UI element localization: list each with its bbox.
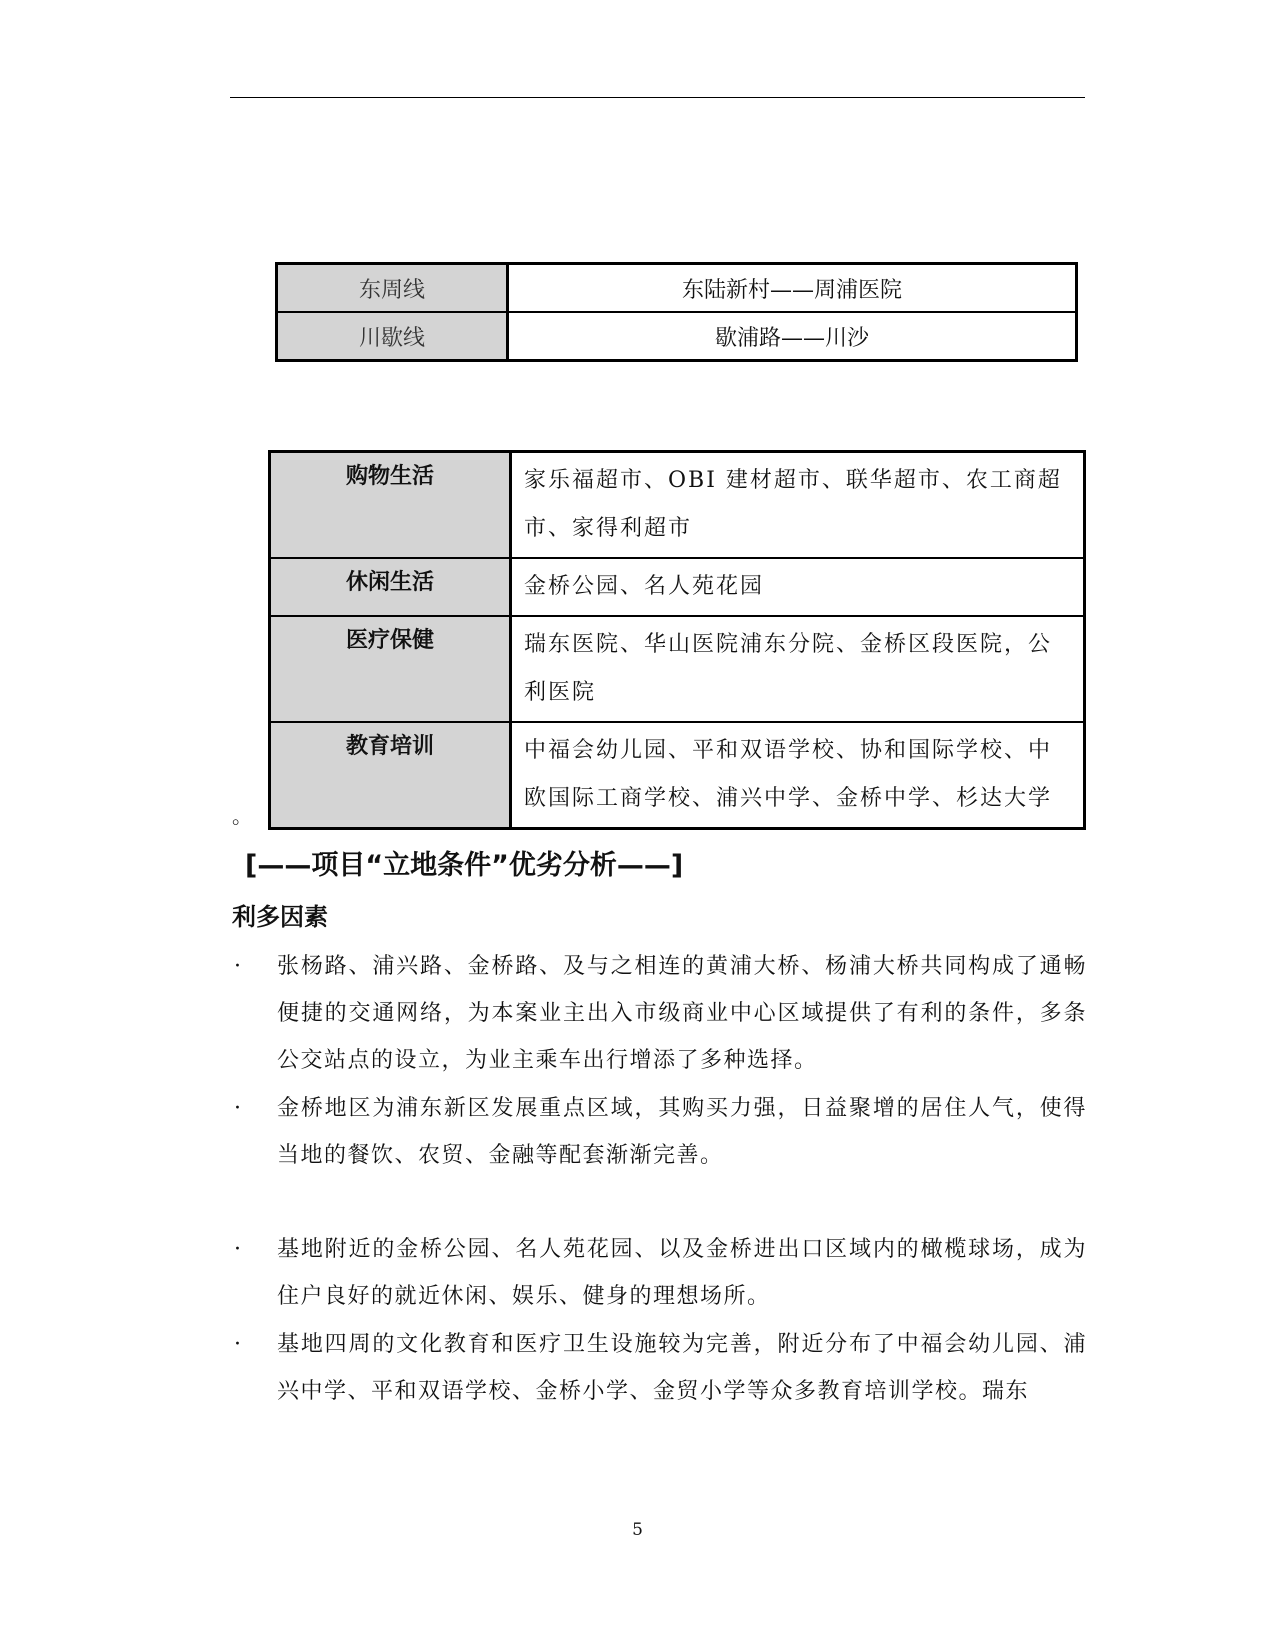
stray-mark: 。 xyxy=(232,804,252,828)
bus-line-name: 川歇线 xyxy=(277,312,507,360)
amenity-category: 教育培训 xyxy=(270,722,510,828)
bus-route-table xyxy=(275,262,1078,362)
amenity-items: 中福会幼儿园、平和双语学校、协和国际学校、中欧国际工商学校、浦兴中学、金桥中学、杉达大学 xyxy=(510,722,1084,828)
table-row xyxy=(270,616,1084,722)
list-item xyxy=(232,1085,1087,1179)
amenity-items: 家乐福超市、OBI 建材超市、联华超市、农工商超市、家得利超市 xyxy=(510,452,1084,558)
page-number: 5 xyxy=(632,1520,643,1540)
bus-line-route: 歇浦路——川沙 xyxy=(507,312,1076,360)
bullet-icon: · xyxy=(234,954,243,979)
table-row xyxy=(277,264,1076,312)
bullet-icon: · xyxy=(234,1332,243,1357)
table-row xyxy=(270,722,1084,828)
bullet-icon: · xyxy=(234,1237,243,1262)
amenity-items: 金桥公园、名人苑花园 xyxy=(510,558,1084,616)
table-row xyxy=(270,558,1084,616)
section-title: [——项目“立地条件”优劣分析——] xyxy=(245,850,684,881)
list-item-text: 基地四周的文化教育和医疗卫生设施较为完善，附近分布了中福会幼儿园、浦兴中学、平和双语学校、金桥小学、金贸小学等众多教育培训学校。瑞东 xyxy=(277,1332,1087,1404)
amenity-category: 购物生活 xyxy=(270,452,510,558)
bus-line-name: 东周线 xyxy=(277,264,507,312)
list-item-text: 张杨路、浦兴路、金桥路、及与之相连的黄浦大桥、杨浦大桥共同构成了通畅便捷的交通网络，为本案业主出入市级商业中心区域提供了有利的条件，多条公交站点的设立，为业主乘车出行增添了多种选择。 xyxy=(277,954,1087,1073)
list-item xyxy=(232,1321,1087,1415)
header-rule xyxy=(230,97,1085,98)
bus-line-route: 东陆新村——周浦医院 xyxy=(507,264,1076,312)
list-item-text: 基地附近的金桥公园、名人苑花园、以及金桥进出口区域内的橄榄球场，成为住户良好的就近休闲、娱乐、健身的理想场所。 xyxy=(277,1237,1087,1309)
subsection-title: 利多因素 xyxy=(232,903,328,931)
amenity-items: 瑞东医院、华山医院浦东分院、金桥区段医院，公利医院 xyxy=(510,616,1084,722)
table-row xyxy=(277,312,1076,360)
advantages-list xyxy=(232,943,1087,1416)
amenity-category: 医疗保健 xyxy=(270,616,510,722)
bullet-icon: · xyxy=(234,1096,243,1121)
list-item xyxy=(232,1226,1087,1320)
table-row xyxy=(270,452,1084,558)
amenities-table xyxy=(268,450,1086,830)
list-item-text: 金桥地区为浦东新区发展重点区域，其购买力强，日益聚增的居住人气，使得当地的餐饮、农贸、金融等配套渐渐完善。 xyxy=(277,1096,1087,1168)
list-item xyxy=(232,943,1087,1084)
amenity-category: 休闲生活 xyxy=(270,558,510,616)
